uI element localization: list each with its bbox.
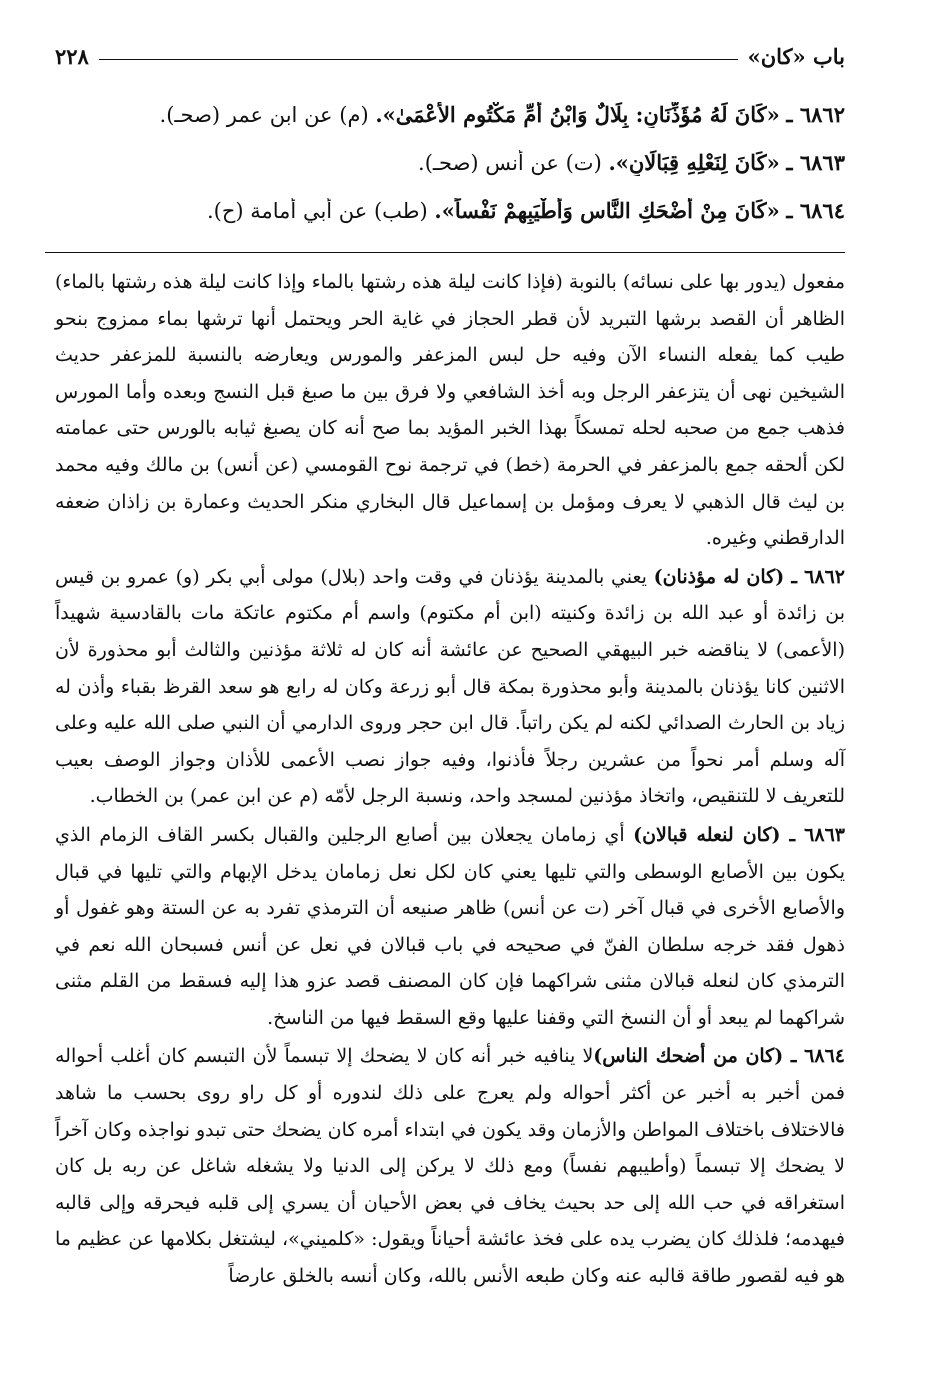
chapter-title: باب «كان» <box>747 43 845 69</box>
commentary-heading: ٦٨٦٣ ـ (كان لنعله قبالان) <box>633 823 845 846</box>
commentary-paragraph <box>55 264 845 557</box>
commentary-heading: ٦٨٦٢ ـ (كان له مؤذنان) <box>653 565 845 588</box>
hadith-text: «كَانَ لِنَعْلِهِ قِبَالَانِ». <box>608 150 780 175</box>
hadith-6863 <box>55 150 845 176</box>
running-header <box>55 38 845 74</box>
header-rule <box>99 59 738 60</box>
hadith-text: «كَانَ لَهُ مُؤَذِّنَانِ: بِلَالٌ وَابْنُ أُمِّ مَكْتُومٍ الأَعْمَىٰ». <box>375 102 780 127</box>
hadith-number: ٦٨٦٢ ـ <box>786 102 845 127</box>
commentary <box>55 264 845 1295</box>
commentary-heading: ٦٨٦٤ ـ (كان من أضحك الناس) <box>593 1045 845 1068</box>
commentary-paragraph <box>55 559 845 815</box>
commentary-text: يعني بالمدينة يؤذنان في وقت واحد (بلال) مولى أبي بكر (و) عمرو بن قيس بن زائدة أو عبد الله بن زائدة وكنيته (ابن أم مكتوم) واسم أم مكتوم عاتكة مات بالقادسية شهيداً (الأعمى) لا يناقضه خبر البيهقي الصحيح عن عائشة أنه كان له ثلاثة مؤذنين والثالث أبو محذورة لأن الاثنين كانا يؤذنان بالمدينة وأبو محذورة بمكة قال أبو زرعة وكان له رابع هو سعد القرظ بقباء وأذن له زياد بن الحارث الصدائي لكنه لم يكن راتباً. قال ابن حجر وروى الدارمي أن النبي صلى الله عليه وعلى آله وسلم أمر نحواً من عشرين رجلاً فأذنوا، وفيه جواز نصب الأعمى للأذان وجواز الوصف بعيب للتعريف لا للتنقيص، واتخاذ مؤذنين لمسجد واحد، ونسبة الرجل لأمّه (م عن ابن عمر) بن الخطاب. <box>55 565 845 808</box>
hadith-number: ٦٨٦٤ ـ <box>786 198 845 223</box>
hadith-6862 <box>55 102 845 128</box>
commentary-text: مفعول (يدور بها على نسائه) بالنوبة (فإذا كانت ليلة هذه رشتها بالماء وإذا كانت ليلة هذه رشتها بالماء) الظاهر أن القصد برشها التبريد لأن قطر الحجاز في غاية الحر ويحتمل أنها ترشها بماء ممزوج بنحو طيب كما يفعله النساء الآن وفيه حل لبس المزعفر والمورس ويعارضه بالنسبة للمزعفر حديث الشيخين نهى أن يتزعفر الرجل وبه أخذ الشافعي ولا فرق بين ما صبغ قبل النسج وبعده وأما المورس فذهب جمع من صحبه لحله تمسكاً بهذا الخبر المؤيد بما صح أنه كان يصبغ ثيابه بالورس حتى عمامته لكن ألحقه جمع بالمزعفر في الحرمة (خط) في ترجمة نوح القومسي (عن أنس) بن مالك وفيه محمد بن ليث قال الذهبي لا يعرف ومؤمل بن إسماعيل قال البخاري منكر الحديث وعمارة بن زاذان ضعفه الدارقطني وغيره. <box>55 271 845 550</box>
commentary-text: لا ينافيه خبر أنه كان لا يضحك إلا تبسماً لأن التبسم كان أغلب أحواله فمن أخبر به أخبر عن أكثر أحواله ولم يعرج على ذلك لندوره أو كل راو روى بحسب ما شاهد فالاختلاف باختلاف المواطن والأزمان وقد يكون في ابتداء أمره كان يضحك حتى تبدو نواجذه وكان آخراً لا يضحك إلا تبسماً (وأطيبهم نفساً) ومع ذلك لا يركن إلى الدنيا ولا يشغله شاغل عن ربه بل كان استغراقه في حب الله إلى حد بحيث يخاف في بعض الأحيان أن يسري إلى قلبه فيحرقه وإلى قالبه فيهدمه؛ فلذلك كان يضرب يده على فخذ عائشة أحياناً ويقول: «كلميني»، ليشتغل بكلامها عن عظيم ما هو فيه لقصور طاقة قالبه عنه وكان طبعه الأنس بالله، وكان أنسه بالخلق عارضاً <box>55 1045 845 1288</box>
hadith-text: «كَانَ مِنْ أَضْحَكِ النَّاسِ وَأَطْيَبِهِمْ نَفْساً». <box>434 198 780 223</box>
page <box>55 38 845 1338</box>
hadith-number: ٦٨٦٣ ـ <box>786 150 845 175</box>
footnote-separator <box>45 252 845 253</box>
hadith-6864 <box>55 198 845 224</box>
commentary-text: أي زمامان يجعلان بين أصابع الرجلين والقبال بكسر القاف الزمام الذي يكون بين الأصابع الوسطى والتي تليها يعني كان لكل نعل زمامان يدخل الإبهام والتي تليها في قبال والأصابع الأخرى في قبال آخر (ت عن أنس) ظاهر صنيعه أن الترمذي تفرد به عن الستة وهو غفول أو ذهول فقد خرجه سلطان الفنّ في صحيحه في باب قبالان في نعل عن أنس فسبحان الله نعم في الترمذي كان لنعله قبالان مثنى شراكهما فإن كان المصنف قصد عزو هذا إليه فسقط من القلم مثنى شراكهما لم يبعد أو أن النسخ التي وقفنا عليها وقع السقط فيها من الناسخ. <box>55 823 845 1029</box>
page-number: ٢٢٨ <box>55 43 89 69</box>
hadith-source: (ت) عن أنس (صحـ). <box>418 151 602 175</box>
commentary-paragraph <box>55 1038 845 1294</box>
hadith-source: (طب) عن أبي أمامة (ح). <box>206 199 428 223</box>
commentary-paragraph <box>55 817 845 1037</box>
hadith-source: (م) عن ابن عمر (صحـ). <box>159 103 369 127</box>
